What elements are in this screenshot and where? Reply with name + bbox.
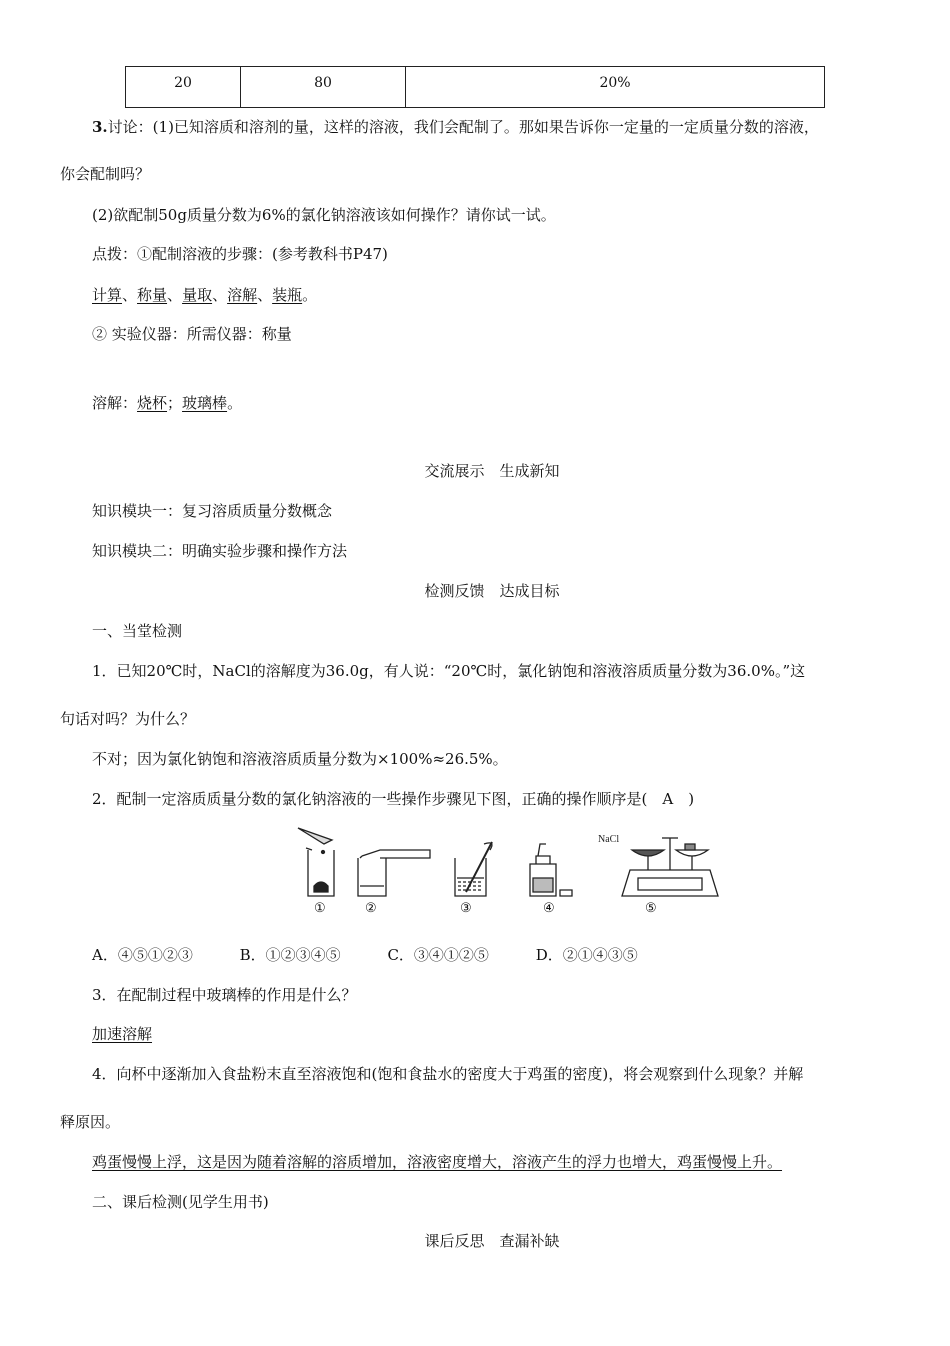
options-line — [92, 944, 638, 965]
question-3: 3．在配制过程中玻璃棒的作用是什么？ — [92, 986, 357, 1004]
pouring-liquid-icon — [358, 850, 430, 896]
figure-label: ⑤ — [645, 901, 657, 916]
step-item: 装瓶 — [272, 286, 303, 304]
question-2: 2．配制一定溶质质量分数的氯化钠溶液的一些操作步骤见下图，正确的操作顺序是( A ) — [92, 790, 695, 808]
balance-scale-icon — [622, 838, 718, 896]
question-4-line-2: 释原因。 — [60, 1113, 121, 1131]
reagent-bottle-icon — [530, 844, 572, 896]
answer-1: 不对；因为氯化钠饱和溶液溶质质量分数为×100%≈26.5%。 — [92, 750, 508, 768]
period: 。 — [227, 394, 243, 412]
nacl-label: NaCl — [598, 834, 620, 845]
separator: 、 — [122, 286, 138, 304]
data-table — [125, 66, 825, 108]
question-4-line-1: 4．向杯中逐渐加入食盐粉末直至溶液饱和(饱和食盐水的密度大于鸡蛋的密度)，将会观察到什么现象？并解 — [92, 1065, 804, 1083]
discussion-question-2: (2)欲配制50g质量分数为6%的氯化钠溶液该如何操作？请你试一试。 — [92, 206, 556, 224]
figure-label: ④ — [543, 901, 555, 916]
discussion-text: 讨论：(1)已知溶质和溶剂的量，这样的溶液，我们会配制了。那如果告诉你一定量的一定质量分数的溶液， — [107, 118, 819, 136]
option-b: B．①②③④⑤ — [239, 946, 341, 964]
figure-label: ② — [365, 901, 377, 916]
hint-line: 点拨：①配制溶液的步骤：(参考教科书P47) — [92, 245, 388, 263]
apparatus-item: 玻璃棒 — [182, 394, 228, 412]
apparatus-item: 烧杯 — [137, 394, 168, 412]
separator: 、 — [167, 286, 183, 304]
step-item: 计算 — [92, 286, 123, 304]
step-item: 量取 — [182, 286, 213, 304]
separator: 、 — [257, 286, 273, 304]
after-class-test: 二、课后检测(见学生用书) — [92, 1193, 269, 1211]
table-row — [126, 67, 825, 108]
discussion-line-1 — [92, 116, 819, 137]
apparatus-line: ② 实验仪器：所需仪器：称量 — [92, 325, 292, 343]
question-1-line-2: 句话对吗？为什么？ — [60, 710, 196, 728]
section-heading-feedback: 检测反馈 达成目标 — [424, 582, 560, 600]
dissolve-line — [92, 392, 242, 413]
option-a: A．④⑤①②③ — [92, 946, 193, 964]
section-heading-reflect: 课后反思 查漏补缺 — [424, 1232, 560, 1250]
step-item: 称量 — [137, 286, 168, 304]
question-1-line-1: 1．已知20℃时，NaCl的溶解度为36.0g，有人说：“20℃时，氯化钠饱和溶液溶质质量分数为36.0%。”这 — [92, 662, 806, 680]
answer-3: 加速溶解 — [92, 1025, 153, 1043]
table-cell: 20 — [126, 67, 241, 108]
option-d: D．②①④③⑤ — [535, 946, 638, 964]
separator: ； — [167, 394, 183, 412]
experiment-figure — [290, 820, 730, 920]
module-2: 知识模块二：明确实验步骤和操作方法 — [92, 542, 348, 560]
answer-4: 鸡蛋慢慢上浮，这是因为随着溶解的溶质增加，溶液密度增大，溶液产生的浮力也增大，鸡蛋慢慢上升。 — [92, 1153, 783, 1171]
test-heading: 一、当堂检测 — [92, 622, 183, 640]
discussion-line-2: 你会配制吗？ — [60, 165, 151, 183]
table-cell: 20% — [406, 67, 825, 108]
period: 。 — [302, 286, 318, 304]
module-1: 知识模块一：复习溶质质量分数概念 — [92, 502, 333, 520]
step-item: 溶解 — [227, 286, 258, 304]
figure-label: ③ — [460, 901, 472, 916]
experiment-illustration — [290, 820, 730, 900]
stirring-beaker-icon — [455, 842, 492, 896]
separator: 、 — [212, 286, 228, 304]
figure-label: ① — [314, 901, 326, 916]
steps-line — [92, 284, 317, 305]
beaker-with-solid-icon — [298, 828, 334, 896]
question-number: 3. — [92, 118, 108, 136]
dissolve-label: 溶解： — [92, 394, 138, 412]
section-heading-exchange: 交流展示 生成新知 — [424, 462, 560, 480]
table-cell: 80 — [241, 67, 406, 108]
option-c: C．③④①②⑤ — [387, 946, 489, 964]
